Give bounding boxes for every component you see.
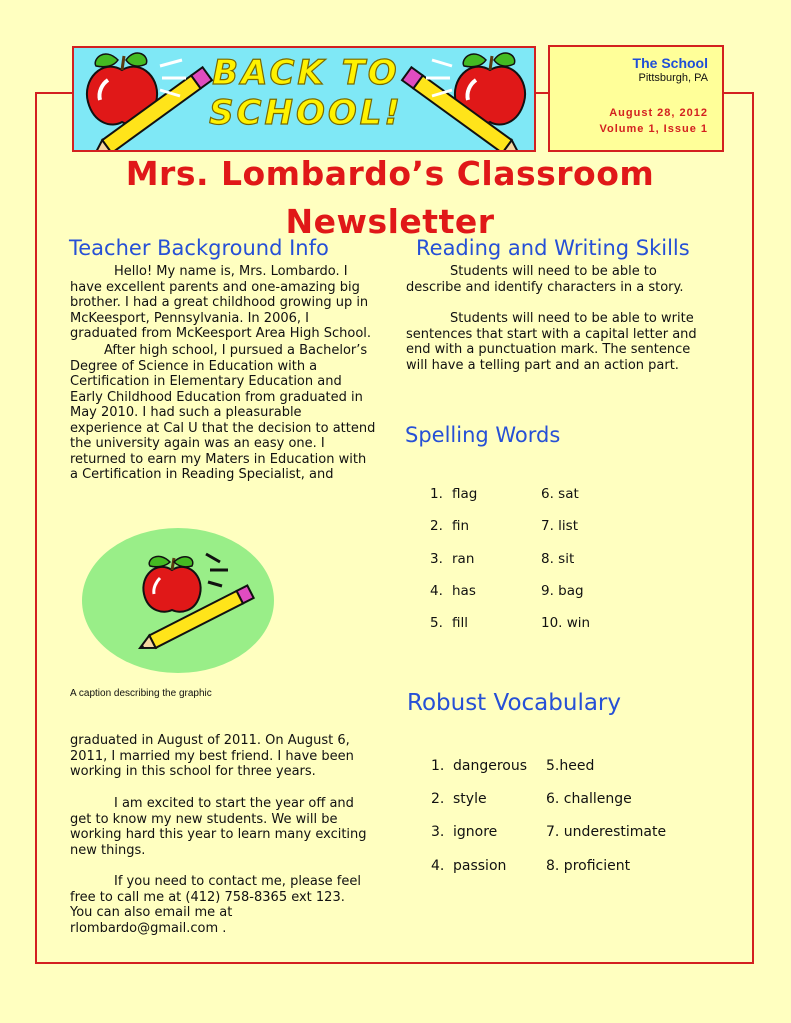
- list-item: 6. sat: [541, 486, 579, 502]
- list-item: 3. ran: [430, 551, 475, 567]
- list-item: 6. challenge: [546, 791, 632, 807]
- apple-pencil-graphic-art: [82, 528, 282, 678]
- banner-line-1: BACK TO: [212, 53, 400, 93]
- school-city: Pittsburgh, PA: [638, 72, 708, 84]
- list-item: 1. flag: [430, 486, 478, 502]
- vocabulary-heading: Robust Vocabulary: [407, 690, 621, 716]
- list-item: 4. has: [430, 583, 476, 599]
- spelling-heading: Spelling Words: [405, 423, 561, 447]
- teacher-paragraph-3: graduated in August of 2011. On August 6, 2011, I married my best friend. I have been working in this school for three years.: [70, 733, 354, 779]
- issue-info-box: [548, 45, 724, 152]
- title-line-1: Mrs. Lombardo’s Classroom: [125, 154, 655, 193]
- banner-title: [206, 53, 406, 133]
- newsletter-title: [100, 150, 680, 246]
- list-item: 5.heed: [546, 758, 595, 774]
- sparkle-icon: [206, 554, 228, 586]
- list-item: 4. passion: [431, 858, 507, 874]
- teacher-heading: Teacher Background Info: [69, 236, 329, 260]
- list-item: 3. ignore: [431, 824, 498, 840]
- graphic-caption: A caption describing the graphic: [70, 688, 212, 699]
- back-to-school-banner: [72, 46, 536, 152]
- list-item: 2. fin: [430, 518, 470, 534]
- teacher-paragraph-1: Hello! My name is, Mrs. Lombardo. I have excellent parents and one-amazing big brother. I had a great childhood growing up in McKeesport, Pennsylvania. In 2006, I graduated from McKeesport Area High School.: [70, 264, 372, 341]
- list-item: 8. proficient: [546, 858, 631, 874]
- teacher-paragraph-4: I am excited to start the year off and get to know my new students. We will be working hard this year to learn many exciting new things.: [70, 796, 367, 858]
- apple-icon: [143, 556, 200, 611]
- teacher-paragraph-2: After high school, I pursued a Bachelor’s Degree of Science in Education with a Certification in Elementary Education and Early Childhood Education from graduated in May 2010. I had such a pleasurable experience at Cal U that the decision to attend the university again was an easy one. I returned to earn my Maters in Education with a Certification in Reading Specialist, and: [70, 343, 376, 482]
- school-name: The School: [632, 55, 708, 71]
- list-item: 5. fill: [430, 615, 469, 631]
- list-item: 7. underestimate: [546, 824, 667, 840]
- list-item: 1. dangerous: [431, 758, 528, 774]
- list-item: 9. bag: [541, 583, 584, 599]
- issue-volume: Volume 1, Issue 1: [599, 123, 708, 135]
- title-line-2: Newsletter: [285, 202, 495, 241]
- teacher-paragraph-5: If you need to contact me, please feel free to call me at (412) 758-8365 ext 123. You can also email me at rlombardo@gmail.com .: [70, 874, 361, 936]
- list-item: 2. style: [431, 791, 487, 807]
- reading-paragraph-1: Students will need to be able to describe and identify characters in a story.: [406, 264, 684, 295]
- list-item: 8. sit: [541, 551, 575, 567]
- reading-paragraph-2: Students will need to be able to write sentences that start with a capital letter and end with a punctuation mark. The sentence will have a telling part and an action part.: [406, 311, 697, 373]
- list-item: 10. win: [541, 615, 591, 631]
- issue-date: August 28, 2012: [609, 107, 708, 119]
- banner-line-2: SCHOOL!: [209, 93, 403, 133]
- reading-heading: Reading and Writing Skills: [416, 236, 690, 260]
- list-item: 7. list: [541, 518, 578, 534]
